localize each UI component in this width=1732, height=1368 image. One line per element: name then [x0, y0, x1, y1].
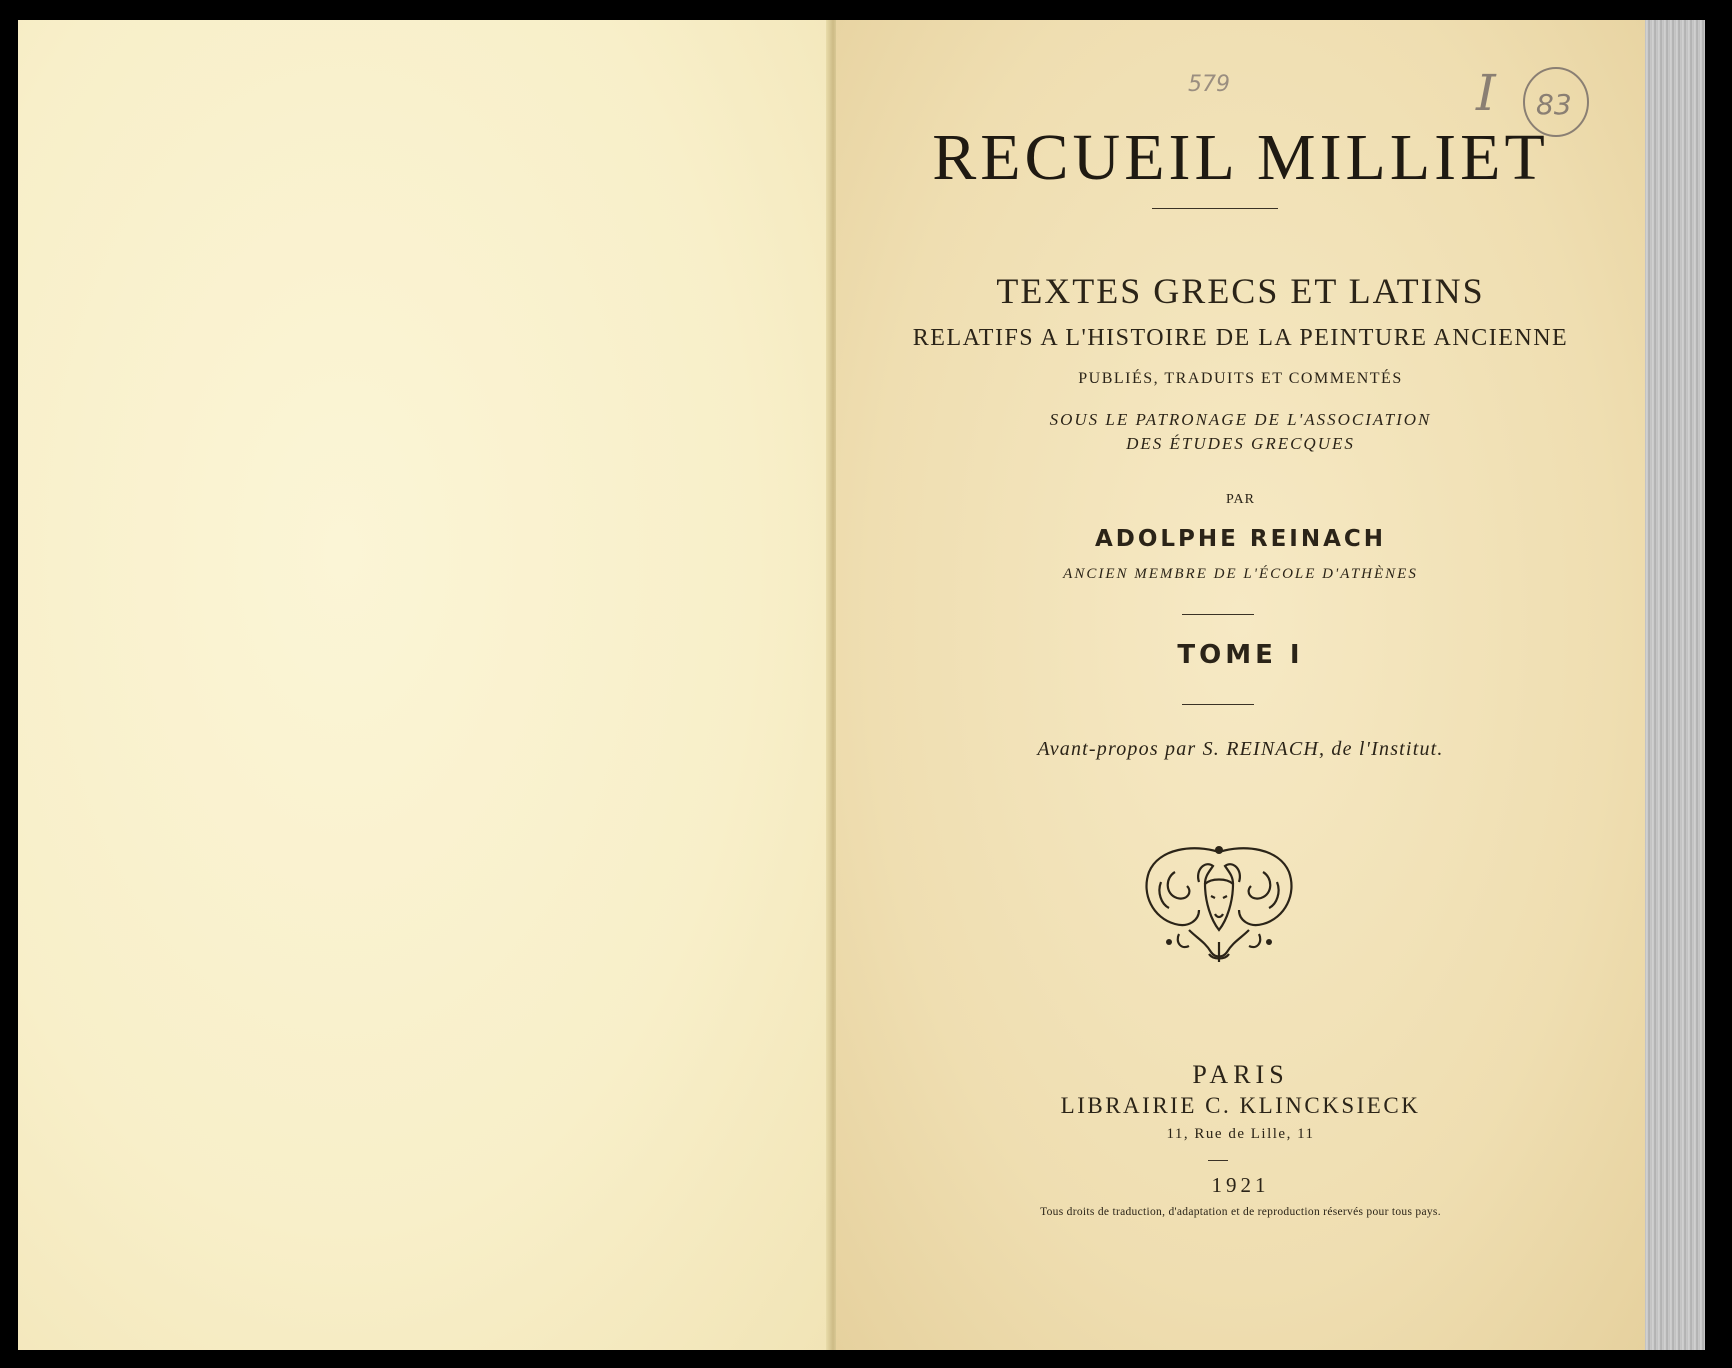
patronage-line2: DES ÉTUDES GRECQUES [1126, 434, 1355, 453]
patronage-line1: SOUS LE PATRONAGE DE L'ASSOCIATION [1049, 410, 1432, 429]
book-title: RECUEIL MILLIET [932, 121, 1549, 194]
title-page [836, 20, 1645, 1350]
hand-mark-numeral: I [1476, 64, 1496, 122]
publisher-address: 11, Rue de Lille, 11 [1166, 1126, 1315, 1142]
author-role: ANCIEN MEMBRE DE L'ÉCOLE D'ATHÈNES [1063, 566, 1418, 582]
author-name: ADOLPHE REINACH [1094, 526, 1387, 552]
publisher-name: LIBRAIRIE C. KLINCKSIECK [1060, 1093, 1421, 1118]
hand-mark-number: 83 [1536, 88, 1572, 121]
book-subtitle-line3: PUBLIÉS, TRADUITS ET COMMENTÉS [1078, 370, 1403, 387]
page-edges [1645, 20, 1705, 1350]
year-rule [1208, 1160, 1228, 1161]
volume-rule-top [1182, 614, 1254, 615]
rights-notice: Tous droits de traduction, d'adaptation et de reproduction réservés pour tous pays. [1040, 1206, 1441, 1218]
ram-head-ornament-icon [1139, 842, 1299, 964]
publication-city: PARIS [1192, 1060, 1289, 1089]
left-page-blank [18, 20, 830, 1350]
publication-year: 1921 [1211, 1173, 1270, 1197]
volume-label: TOME I [1177, 640, 1304, 670]
foreword-line: Avant-propos par S. REINACH, de l'Institut. [1037, 738, 1444, 760]
by-label: PAR [1226, 492, 1255, 507]
book-subtitle-line2: RELATIFS A L'HISTOIRE DE LA PEINTURE ANCIENNE [912, 325, 1569, 351]
title-rule [1152, 208, 1278, 209]
book-subtitle: TEXTES GRECS ET LATINS [996, 271, 1485, 311]
volume-rule-bottom [1182, 704, 1254, 705]
shelf-note: 579 [1188, 72, 1230, 97]
